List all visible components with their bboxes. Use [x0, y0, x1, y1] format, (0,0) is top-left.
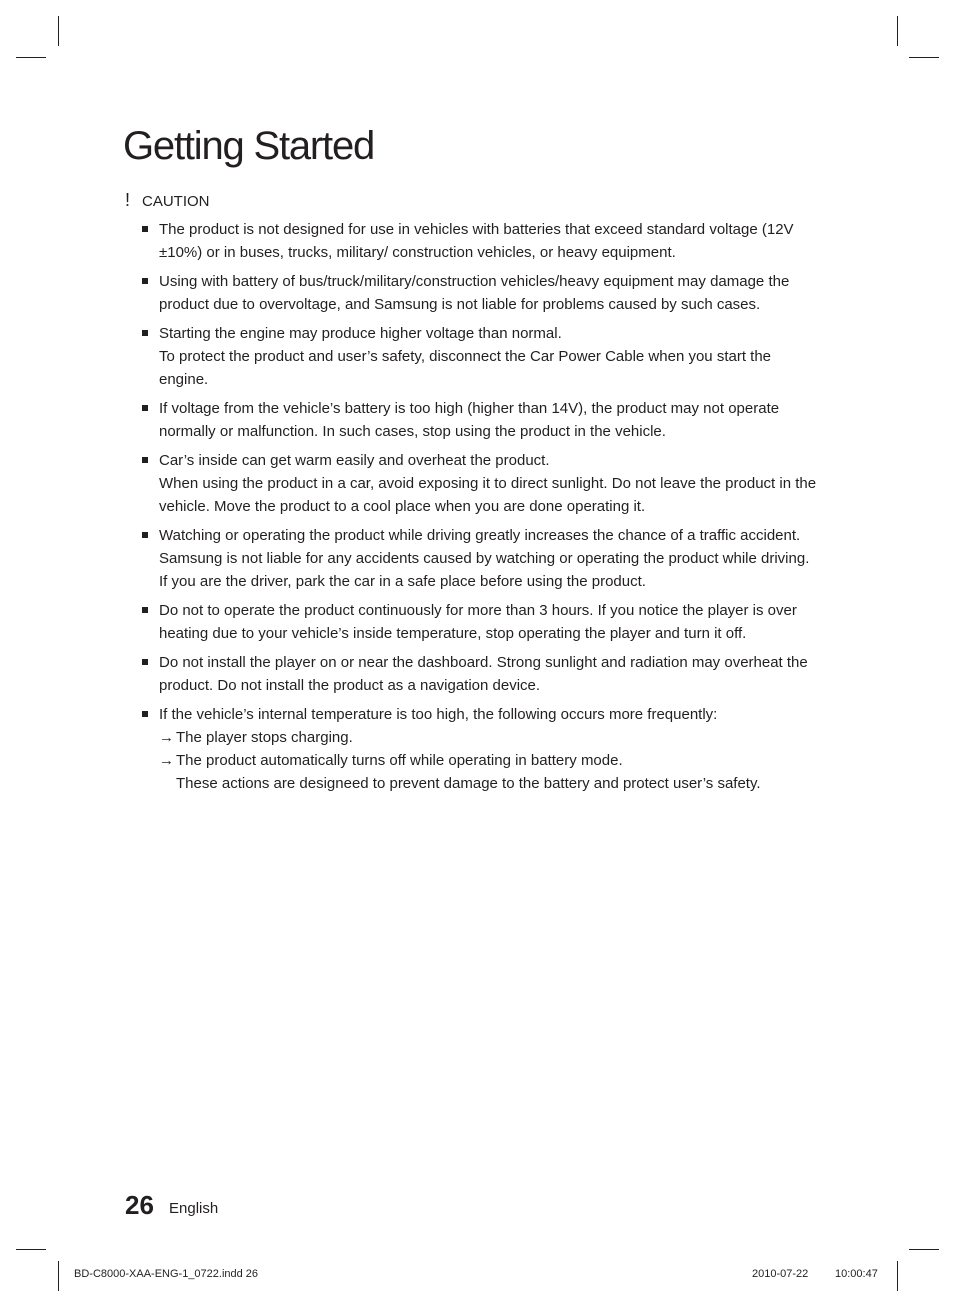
crop-mark — [16, 57, 46, 58]
list-item-text: Watching or operating the product while driving greatly increases the chance of a traffic accident. — [159, 527, 801, 544]
footer-time: 10:00:47 — [835, 1268, 878, 1280]
crop-mark — [58, 1261, 59, 1291]
list-item-text: When using the product in a car, avoid exposing it to direct sunlight. Do not leave the product in the — [159, 475, 817, 492]
list-item-text: The product is not designed for use in vehicles with batteries that exceed standard voltage (12V — [159, 221, 794, 238]
list-item-text: Starting the engine may produce higher voltage than normal. — [159, 325, 562, 342]
sub-item-text: The product automatically turns off while operating in battery mode. — [176, 752, 623, 769]
list-item-text: If you are the driver, park the car in a safe place before using the product. — [159, 573, 646, 590]
list-item-text: Using with battery of bus/truck/military/construction vehicles/heavy equipment may damage the — [159, 273, 790, 290]
list-item — [142, 651, 820, 697]
list-item-text: product due to overvoltage, and Samsung is not liable for problems caused by such cases. — [159, 296, 761, 313]
square-bullet-icon — [142, 330, 148, 336]
page-language: English — [169, 1200, 219, 1217]
square-bullet-icon — [142, 226, 148, 232]
crop-mark — [909, 1249, 939, 1250]
square-bullet-icon — [142, 532, 148, 538]
sub-item — [159, 726, 820, 749]
list-item-text: heating due to your vehicle’s inside temperature, stop operating the player and turn it off. — [159, 625, 747, 642]
square-bullet-icon — [142, 278, 148, 284]
list-item-text: Do not install the player on or near the dashboard. Strong sunlight and radiation may overheat the — [159, 654, 808, 671]
page-number: 26 — [125, 1190, 154, 1220]
list-item-text: ±10%) or in buses, trucks, military/ construction vehicles, or heavy equipment. — [159, 244, 676, 261]
square-bullet-icon — [142, 659, 148, 665]
list-item-text: To protect the product and user’s safety, disconnect the Car Power Cable when you start the — [159, 348, 772, 365]
list-item — [142, 397, 820, 443]
list-item-text: Do not to operate the product continuously for more than 3 hours. If you notice the player is over — [159, 602, 797, 619]
list-item-text: vehicle. Move the product to a cool place when you are done operating it. — [159, 498, 646, 515]
crop-mark — [16, 1249, 46, 1250]
list-item — [142, 449, 820, 518]
caution-list — [142, 218, 820, 801]
sub-item-text: The player stops charging. — [176, 729, 353, 746]
sub-item-text: These actions are designeed to prevent damage to the battery and protect user’s safety. — [176, 775, 761, 792]
list-item — [142, 218, 820, 264]
list-item — [142, 524, 820, 593]
list-item — [142, 703, 820, 795]
list-item-text: engine. — [159, 371, 209, 388]
list-item — [142, 270, 820, 316]
caution-icon: ! — [125, 190, 131, 210]
list-item-text: If voltage from the vehicle’s battery is too high (higher than 14V), the product may not operate — [159, 400, 780, 417]
arrow-right-icon: → — [159, 752, 174, 769]
footer-filename: BD-C8000-XAA-ENG-1_0722.indd 26 — [74, 1268, 259, 1280]
list-item-text: If the vehicle’s internal temperature is too high, the following occurs more frequently: — [159, 706, 718, 723]
footer-date: 2010-07-22 — [752, 1268, 809, 1280]
sub-item — [159, 749, 820, 772]
list-item-text: normally or malfunction. In such cases, stop using the product in the vehicle. — [159, 423, 666, 440]
list-item — [142, 599, 820, 645]
square-bullet-icon — [142, 607, 148, 613]
page-title: Getting Started — [123, 124, 375, 168]
caution-label: CAUTION — [142, 193, 210, 210]
crop-mark — [897, 1261, 898, 1291]
square-bullet-icon — [142, 457, 148, 463]
list-item — [142, 322, 820, 391]
square-bullet-icon — [142, 711, 148, 717]
crop-mark — [909, 57, 939, 58]
list-item-text: Car’s inside can get warm easily and overheat the product. — [159, 452, 550, 469]
square-bullet-icon — [142, 405, 148, 411]
caution-heading — [125, 189, 210, 213]
crop-mark — [897, 16, 898, 46]
crop-mark — [58, 16, 59, 46]
list-item-text: Samsung is not liable for any accidents caused by watching or operating the product while driving. — [159, 550, 810, 567]
arrow-right-icon: → — [159, 729, 174, 746]
list-item-text: product. Do not install the product as a navigation device. — [159, 677, 541, 694]
sub-item — [159, 772, 820, 795]
